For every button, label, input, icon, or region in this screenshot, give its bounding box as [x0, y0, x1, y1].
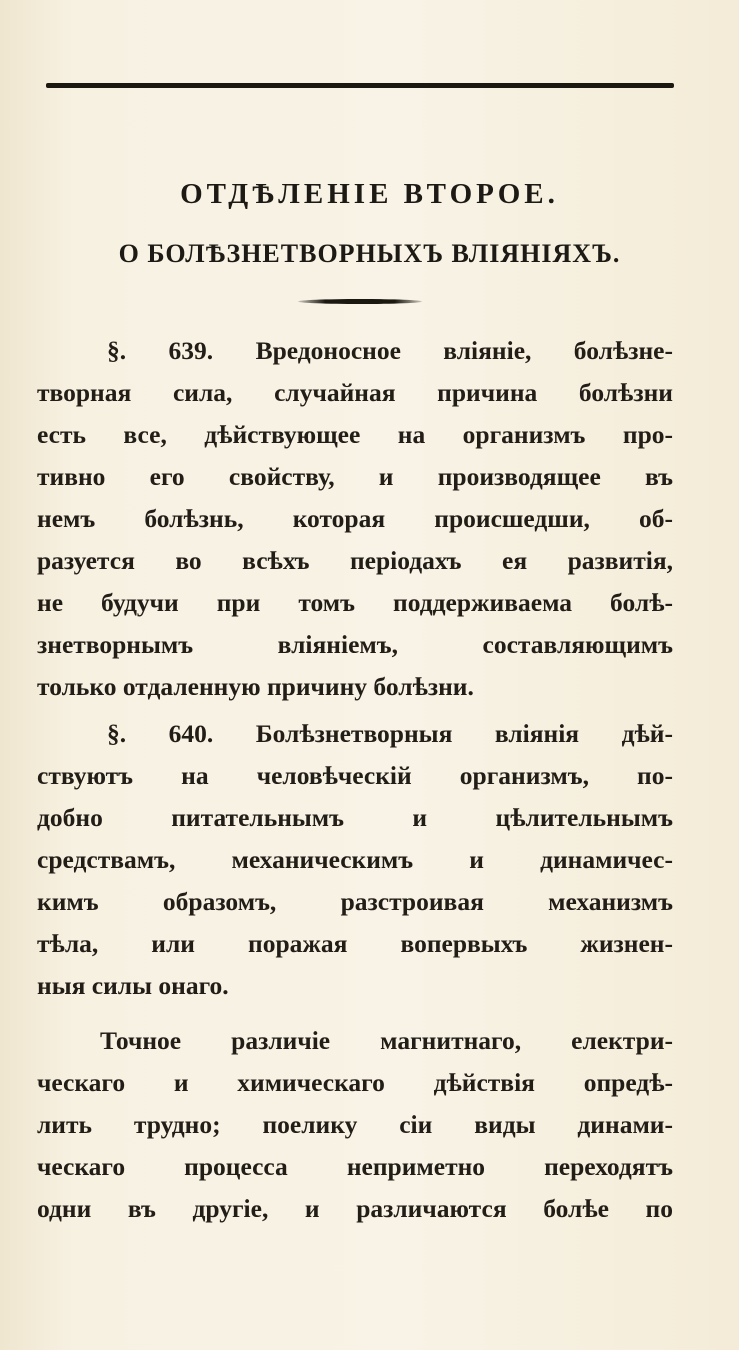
- text-line: не будучи при томъ поддерживаема болѣ-: [37, 588, 673, 617]
- text-line: ныя силы онаго.: [37, 971, 229, 1000]
- text-line: есть все, дѣйствующее на организмъ про-: [37, 420, 673, 449]
- text-line: §. 640. Болѣзнетворныя вліянія дѣй-: [107, 719, 673, 748]
- text-line: тивно его свойству, и производящее въ: [37, 462, 673, 491]
- text-line: разуется во всѣхъ періодахъ ея развитія,: [37, 546, 673, 575]
- section-subtitle: О БОЛѢЗНЕТВОРНЫХЪ ВЛІЯНІЯХЪ.: [118, 239, 621, 268]
- text-line: добно питательнымъ и цѣлительнымъ: [37, 803, 673, 832]
- text-line: лить трудно; поелику сіи виды динами-: [37, 1110, 673, 1139]
- text-line: ческаго процесса неприметно переходятъ: [37, 1152, 673, 1181]
- text-line: ческаго и химическаго дѣйствія опредѣ-: [37, 1068, 673, 1097]
- text-line: тѣла, или поражая вопервыхъ жизнен-: [37, 929, 673, 958]
- text-line: средствамъ, механическимъ и динамичес-: [37, 845, 673, 874]
- text-line: §. 639. Вредоносное вліяніе, болѣзне-: [107, 336, 673, 365]
- text-line: знетворнымъ вліяніемъ, составляющимъ: [37, 630, 673, 659]
- text-block: [37, 330, 673, 1223]
- text-line: одни въ другіе, и различаются болѣе по: [37, 1194, 673, 1223]
- text-line: кимъ образомъ, разстроивая механизмъ: [37, 887, 673, 916]
- top-rule: [46, 83, 674, 88]
- section-title: ОТДѢЛЕНІЕ ВТОРОЕ.: [180, 178, 559, 210]
- ornament-divider: [298, 299, 422, 304]
- text-line: творная сила, случайная причина болѣзни: [37, 378, 673, 407]
- text-line: немъ болѣзнь, которая происшедши, об-: [37, 504, 673, 533]
- text-line: Точное различіе магнитнаго, електри-: [100, 1026, 673, 1055]
- text-line: только отдаленную причину болѣзни.: [37, 672, 474, 701]
- text-line: ствуютъ на человѣческій организмъ, по-: [37, 761, 673, 790]
